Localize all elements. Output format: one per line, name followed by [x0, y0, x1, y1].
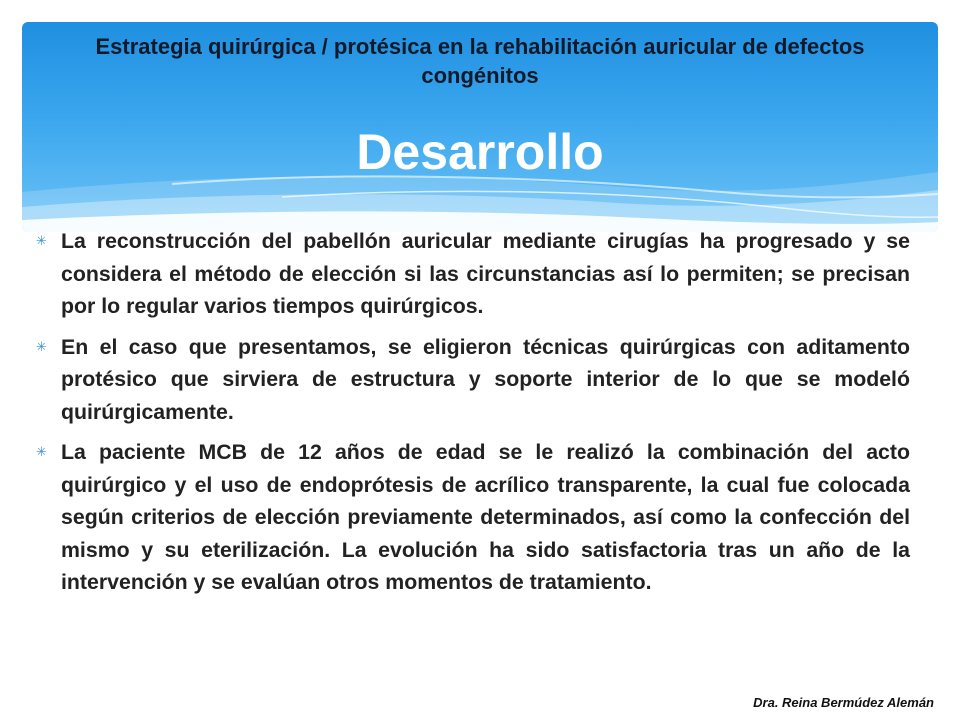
slide-title: Desarrollo: [356, 124, 604, 180]
list-item: [36, 331, 910, 429]
list-item: [36, 225, 910, 323]
list-item: [36, 436, 910, 599]
author-credit: Dra. Reina Bermúdez Alemán: [753, 695, 934, 710]
asterisk-bullet-icon: ✳: [36, 234, 47, 249]
asterisk-bullet-icon: ✳: [36, 339, 47, 355]
bullet-text: La reconstrucción del pabellón auricular mediante cirugías ha progresado y se considera el método de elección si las circunstancias así lo permiten; se precisan por lo regular varios tiempos quirúrgicos.: [61, 229, 910, 318]
bullet-list: [36, 225, 910, 607]
asterisk-bullet-icon: ✳: [36, 445, 47, 460]
bullet-text: La paciente MCB de 12 años de edad se le realizó la combinación del acto quirúrgico y el uso de endoprótesis de acrílico transparente, la cual fue colocada según criterios de elección previamente determinados, así como la confección del mismo y su eterilización. La evolución ha sido satisfactoria tras un año de la intervención y se evalúan otros momentos de tratamiento.: [61, 440, 910, 594]
bullet-text: En el caso que presentamos, se eligieron técnicas quirúrgicas con aditamento protésico que sirviera de estructura y soporte interior de lo que se modeló quirúrgicamente.: [61, 334, 910, 424]
presentation-subtitle: Estrategia quirúrgica / protésica en la rehabilitación auricular de defectos congénitos: [95, 34, 865, 88]
title-banner: [22, 22, 938, 232]
